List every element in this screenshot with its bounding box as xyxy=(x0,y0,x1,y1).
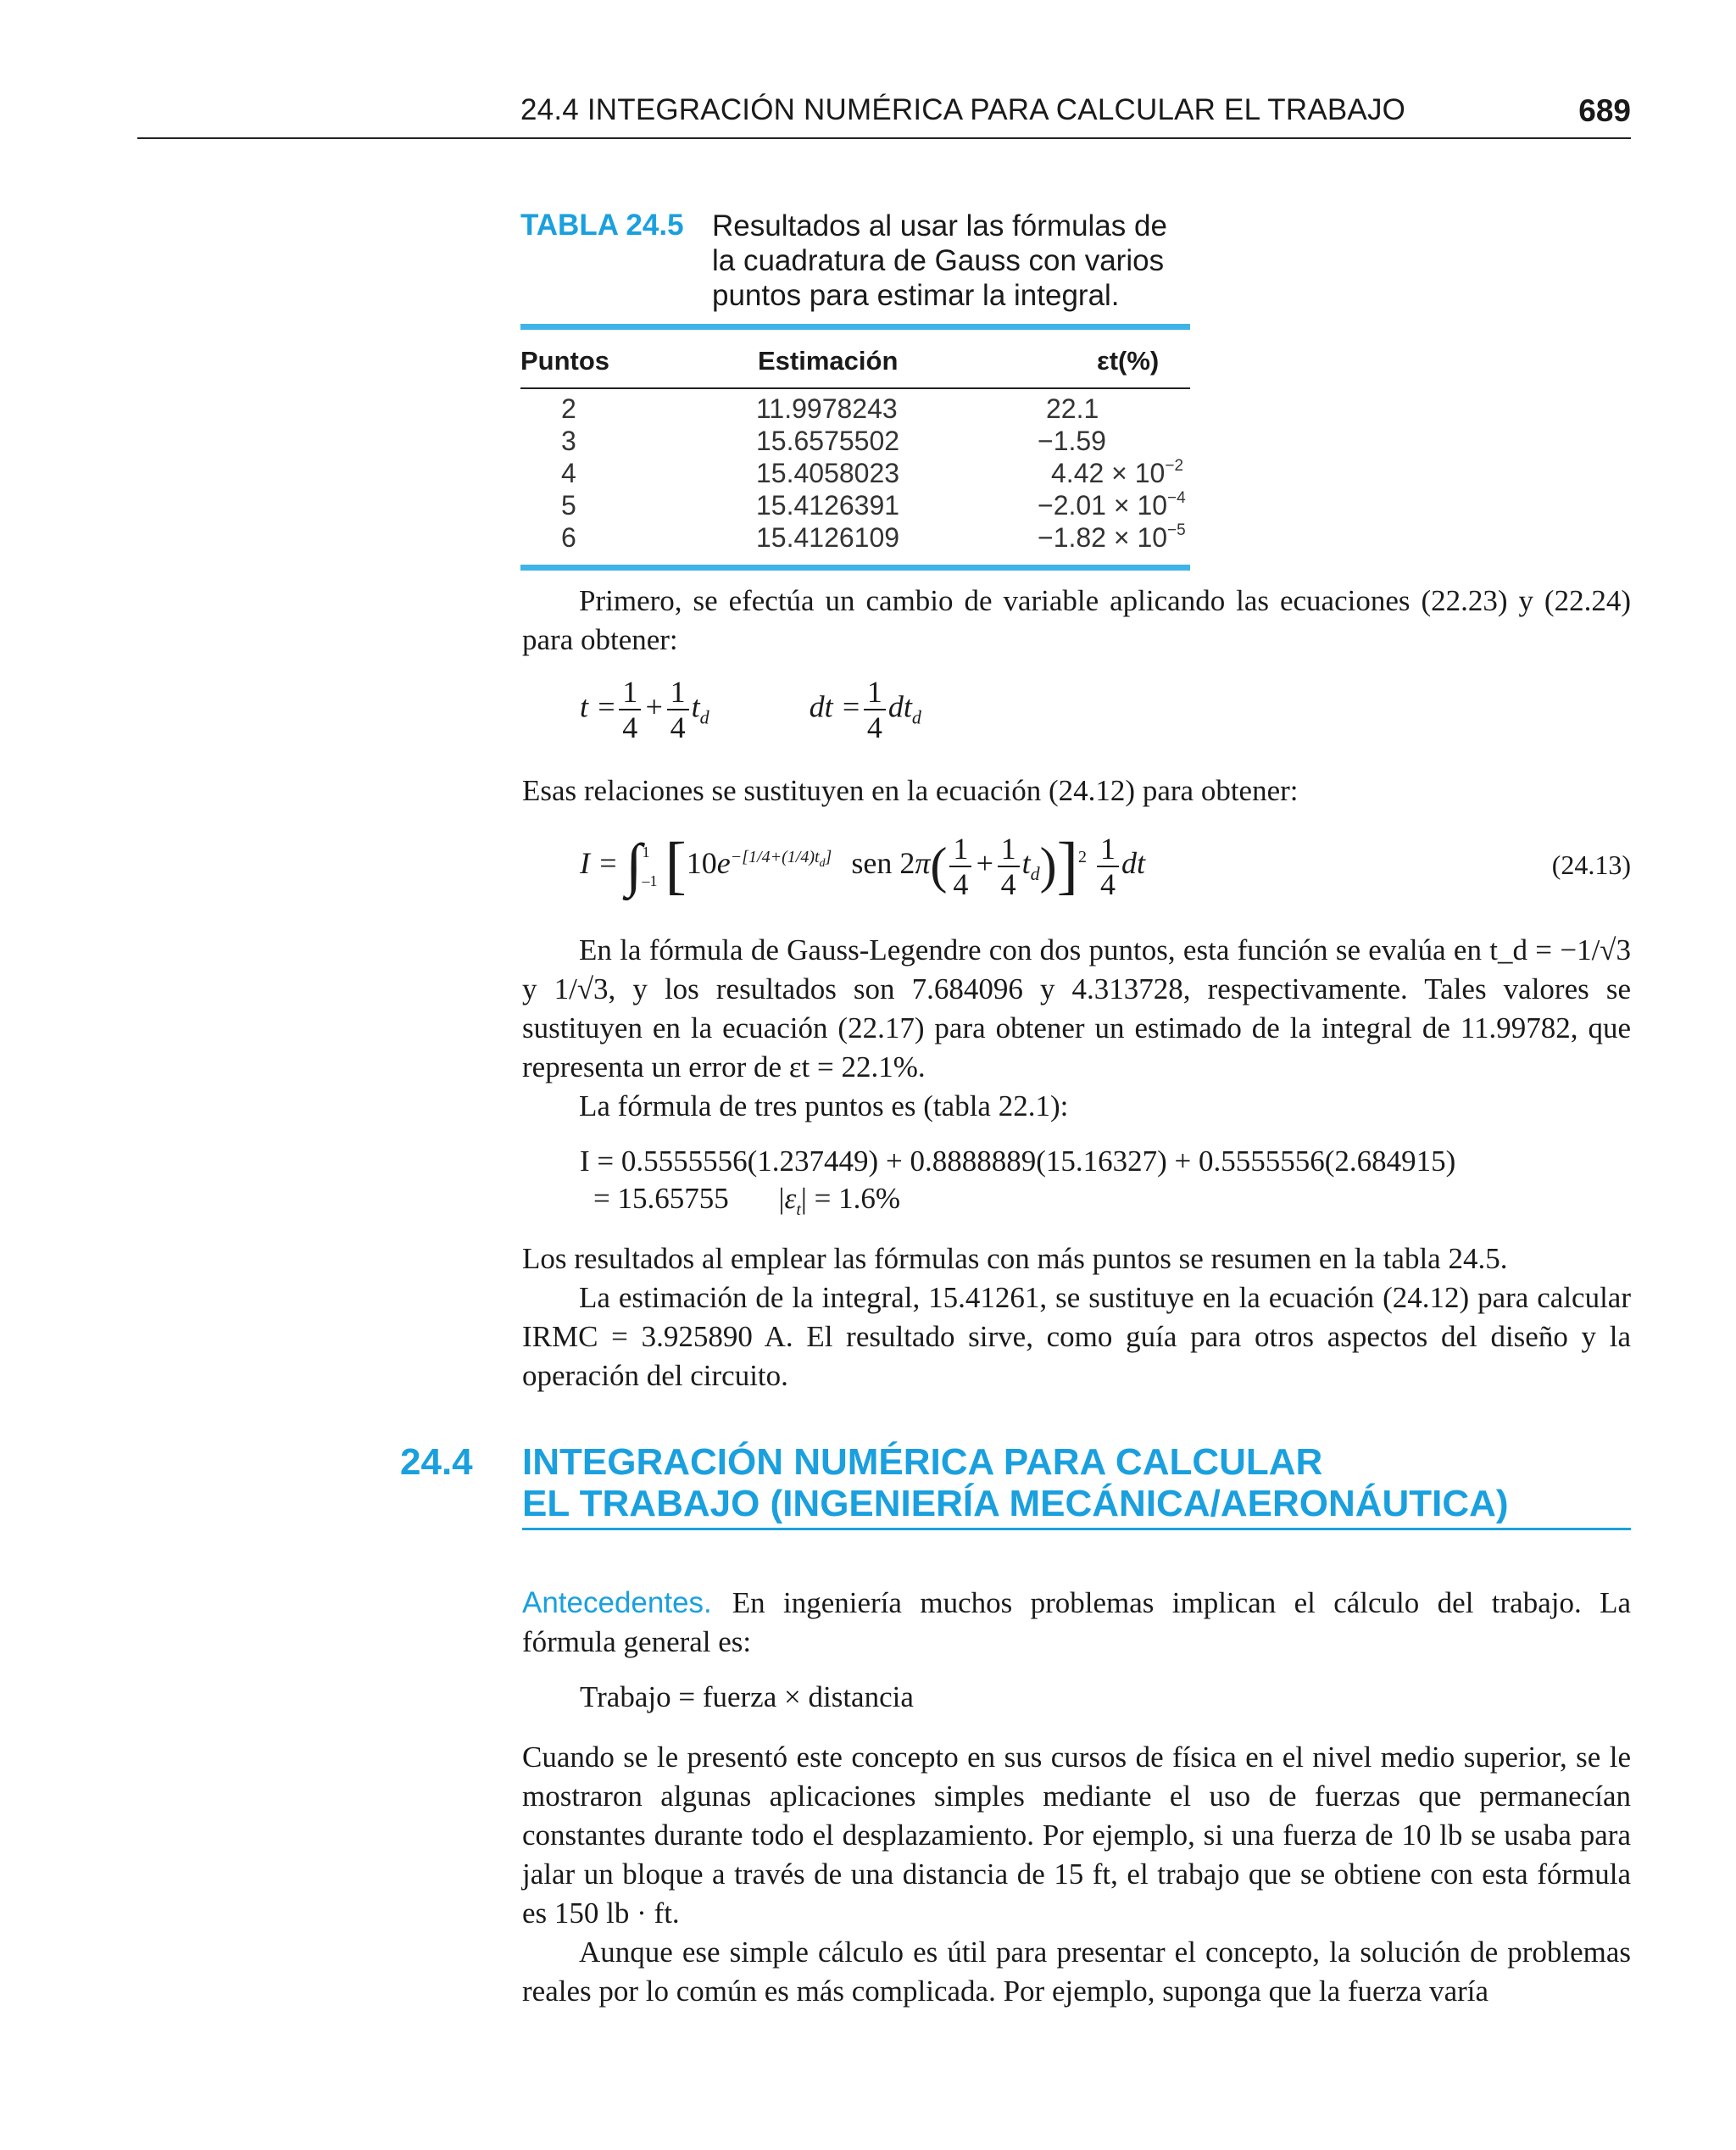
paragraph: Esas relaciones se sustituyen en la ecuación (24.12) para obtener: xyxy=(522,774,1299,807)
cell-points: 5 xyxy=(561,490,576,521)
cell-error: −1.59 xyxy=(1038,426,1106,456)
paragraph: La fórmula de tres puntos es (tabla 22.1): xyxy=(579,1089,1069,1122)
paragraph: En la fórmula de Gauss-Legendre con dos puntos, esta función se evalúa en t_d = −1/√3 y 1/√3, y los resultados son 7.684096 y 4.313728, respectivamente. Tales valores se sustituyen en la ecuación (22.17) para obtener un estimado de la integral de 11.99782, que representa un error de εt = 22.1%. xyxy=(522,933,1631,1083)
cell-estimate: 15.4126391 xyxy=(756,490,900,521)
cell-points: 4 xyxy=(561,458,576,488)
cell-points: 6 xyxy=(561,522,576,553)
table-top-rule xyxy=(520,324,1190,330)
section-title: INTEGRACIÓN NUMÉRICA PARA CALCULAR EL TRABAJO (INGENIERÍA MECÁNICA/AERONÁUTICA) xyxy=(522,1441,1509,1524)
page-number: 689 xyxy=(1578,93,1631,128)
three-point-equation-line1: I = 0.5555556(1.237449) + 0.8888889(15.16327) + 0.5555556(2.684915) xyxy=(580,1145,1456,1178)
col-header-estimate: Estimación xyxy=(758,346,899,376)
col-header-points: Puntos xyxy=(520,346,610,376)
paragraph: Primero, se efectúa un cambio de variable aplicando las ecuaciones (22.23) y (22.24) para obtener: xyxy=(522,584,1631,656)
table-header-rule xyxy=(520,387,1190,389)
cell-error: $-2.01 \times 10^{-4}$ xyxy=(1038,489,1186,521)
running-header xyxy=(137,93,1631,139)
cell-error: $4.42 \times 10^{-2}$ xyxy=(1051,457,1184,488)
section-title-rule xyxy=(522,1528,1631,1530)
cell-points: 3 xyxy=(561,426,576,456)
table-label: TABLA 24.5 xyxy=(520,209,684,242)
cell-points: 2 xyxy=(561,393,576,424)
change-of-variable-equation: t = $\frac{1}{4}$ + $\frac{1}{4}$ $t_d$ dt = $\frac{1}{4}$ $dt_d$ xyxy=(580,675,921,744)
col-header-error: εt(%) xyxy=(1097,346,1160,376)
runin-heading: Antecedentes. xyxy=(522,1586,712,1619)
integral-equation: I = ∫ 1 –1 [$10e^{-[1/4+(1/4)t_d]}$ sen 2π( $\frac{1}{4}$ + $\frac{1}{4}$ $t_d)]^2$ $\frac{1}{4}$ dt xyxy=(580,830,1145,901)
equation-number: (24.13) xyxy=(1551,849,1631,880)
table-caption: Resultados al usar las fórmulas de la cuadratura de Gauss con varios puntos para estimar la integral. xyxy=(712,209,1167,312)
section-number: 24.4 xyxy=(400,1441,473,1483)
cell-error: $-1.82 \times 10^{-5}$ xyxy=(1038,521,1186,553)
paragraph: Antecedentes. En ingeniería muchos problemas implican el cálculo del trabajo. La fórmula general es: xyxy=(522,1586,1631,1658)
three-point-equation-line2: = 15.65755 $|\varepsilon_t| = 1.6\%$ xyxy=(593,1182,901,1219)
paragraph: Cuando se le presentó este concepto en sus cursos de física en el nivel medio superior, se le mostraron algunas aplicaciones simples mediante el uso de fuerzas que permanecían constantes durante todo el desplazamiento. Por ejemplo, si una fuerza de 10 lb se usaba para jalar un bloque a través de una distancia de 15 ft, el trabajo que se obtiene con esta fórmula es 150 lb · ft. xyxy=(522,1741,1631,1930)
paragraph: Aunque ese simple cálculo es útil para presentar el concepto, la solución de problemas reales por lo común es más complicada. Por ejemplo, suponga que la fuerza varía xyxy=(522,1936,1631,2008)
cell-estimate: 15.4126109 xyxy=(756,522,900,553)
cell-estimate: 15.6575502 xyxy=(756,426,900,456)
cell-error: 22.1 xyxy=(1046,393,1099,424)
table-bottom-rule xyxy=(520,565,1190,571)
cell-estimate: 11.9978243 xyxy=(756,393,898,424)
cell-estimate: 15.4058023 xyxy=(756,458,900,488)
paragraph: Los resultados al emplear las fórmulas con más puntos se resumen en la tabla 24.5. xyxy=(522,1242,1508,1275)
paragraph: La estimación de la integral, 15.41261, se sustituye en la ecuación (24.12) para calcular IRMC = 3.925890 A. El resultado sirve, como guía para otros aspectos del diseño y la operación del circuito. xyxy=(522,1281,1631,1392)
work-formula: Trabajo = fuerza × distancia xyxy=(580,1680,914,1713)
results-table xyxy=(520,209,1190,582)
running-title: 24.4 INTEGRACIÓN NUMÉRICA PARA CALCULAR EL TRABAJO xyxy=(520,93,1406,126)
